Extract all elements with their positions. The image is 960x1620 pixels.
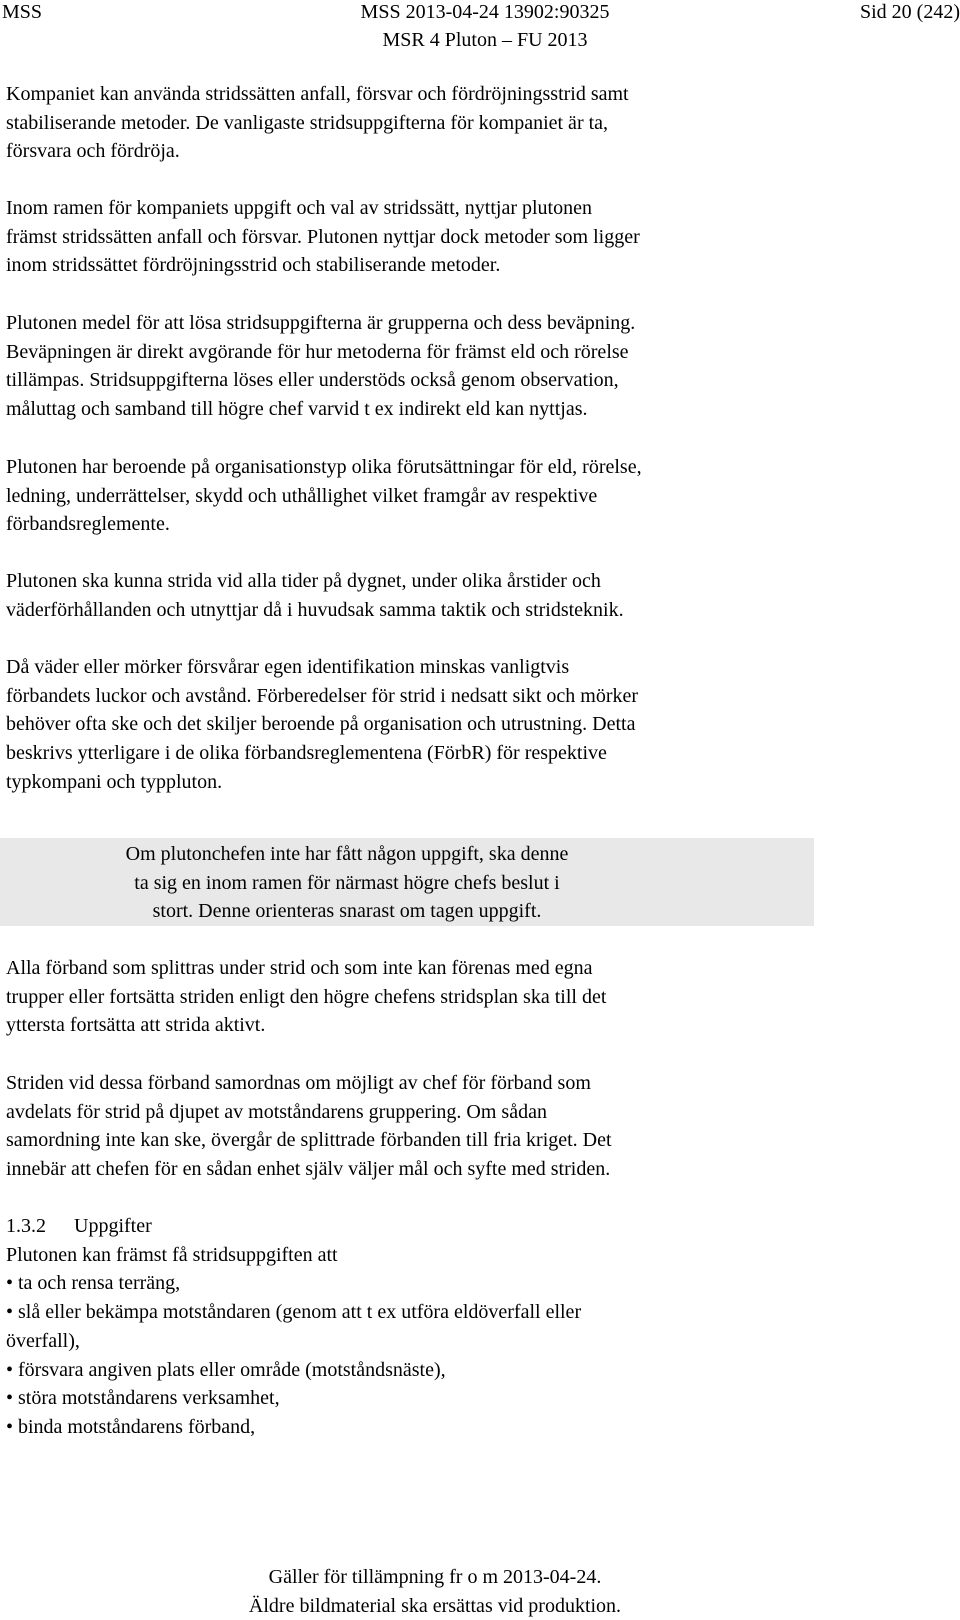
paragraph-line: typkompani och typpluton. (6, 770, 223, 793)
paragraph-line: Plutonen ska kunna strida vid alla tider på dygnet, under olika årstider och (6, 570, 601, 592)
paragraph-line: främst stridssätten anfall och försvar. Plutonen nyttjar dock metoder som ligger (6, 225, 640, 248)
section-number: 1.3.2 (6, 1215, 46, 1237)
paragraph-line: inom stridssättet fördröjningsstrid och stabiliserande metoder. (6, 254, 501, 277)
header-document-title: MSR 4 Pluton – FU 2013 (382, 29, 588, 51)
paragraph-3 (6, 309, 946, 424)
header-document-id (325, 0, 645, 55)
paragraph-line: innebär att chefen för en sådan enhet själv väljer mål och syfte med striden. (6, 1158, 611, 1181)
paragraph-1 (6, 80, 946, 166)
list-item: • slå eller bekämpa motståndaren (genom att t ex utföra eldöverfall eller (6, 1301, 582, 1324)
paragraph-line: ledning, underrättelser, skydd och uthållighet vilket framgår av respektive (6, 484, 598, 507)
highlight-text (0, 840, 694, 926)
highlight-box (0, 838, 814, 926)
footer-note: Äldre bildmaterial ska ersättas vid produktion. (248, 1594, 622, 1617)
header-document-number: MSS 2013-04-24 13902:90325 (360, 1, 610, 23)
page-number: Sid 20 (242) (860, 1, 960, 23)
list-item: överfall), (6, 1329, 80, 1352)
paragraph-line: Beväpningen är direkt avgörande för hur metoderna för främst eld och rörelse (6, 340, 629, 363)
paragraph-line: avdelats för strid på djupet av motståndarens gruppering. Om sådan (6, 1100, 547, 1123)
footer-validity: Gäller för tillämpning fr o m 2013-04-24. (268, 1566, 602, 1588)
paragraph-6 (6, 653, 946, 797)
page-footer (155, 1563, 715, 1620)
paragraph-line: samordning inte kan ske, övergår de splittrade förbanden till fria kriget. Det (6, 1129, 612, 1152)
list-item: • försvara angiven plats eller område (motståndsnäste), (6, 1358, 446, 1381)
highlight-line: ta sig en inom ramen för närmast högre chefs beslut i (134, 871, 560, 894)
list-item: • störa motståndarens verksamhet, (6, 1387, 280, 1410)
header-left-label: MSS (2, 1, 43, 23)
paragraph-line: Alla förband som splittras under strid och som inte kan förenas med egna (6, 957, 593, 979)
paragraph-line: yttersta fortsätta att strida aktivt. (6, 1014, 266, 1037)
paragraph-line: Inom ramen för kompaniets uppgift och val av stridssätt, nyttjar plutonen (6, 197, 592, 219)
paragraph-4 (6, 453, 946, 539)
paragraph-line: stabiliserande metoder. De vanligaste stridsuppgifterna för kompaniet är ta, (6, 111, 609, 134)
paragraph-line: förbandsreglemente. (6, 513, 170, 536)
paragraph-5 (6, 567, 946, 624)
paragraph-8 (6, 1069, 946, 1184)
paragraph-line: behöver ofta ske och det skiljer beroende på organisation och utrustning. Detta (6, 713, 636, 736)
list-item: • ta och rensa terräng, (6, 1272, 181, 1295)
paragraph-line: Kompaniet kan använda stridssätten anfall, försvar och fördröjningsstrid samt (6, 83, 629, 105)
section-intro: Plutonen kan främst få stridsuppgiften att (6, 1243, 338, 1266)
section-uppgifter (6, 1212, 946, 1442)
paragraph-line: trupper eller fortsätta striden enligt den högre chefens stridsplan ska till det (6, 985, 607, 1008)
section-heading (6, 1212, 946, 1241)
paragraph-line: Striden vid dessa förband samordnas om möjligt av chef för förband som (6, 1072, 591, 1094)
paragraph-line: Plutonen har beroende på organisationstyp olika förutsättningar för eld, rörelse, (6, 456, 642, 478)
paragraph-line: Plutonen medel för att lösa stridsuppgifterna är grupperna och dess beväpning. (6, 312, 636, 334)
paragraph-line: förbandets luckor och avstånd. Förberedelser för strid i nedsatt sikt och mörker (6, 684, 639, 707)
highlight-line: Om plutonchefen inte har fått någon uppgift, ska denne (125, 843, 569, 865)
paragraph-line: måluttag och samband till högre chef varvid t ex indirekt eld kan nyttjas. (6, 398, 588, 421)
paragraph-line: försvara och fördröja. (6, 140, 180, 163)
paragraph-line: beskrivs ytterligare i de olika förbandsreglementena (FörbR) för respektive (6, 742, 607, 765)
list-item: • binda motståndarens förband, (6, 1415, 256, 1438)
paragraph-7 (6, 954, 946, 1040)
section-title: Uppgifter (74, 1215, 152, 1237)
highlight-line: stort. Denne orienteras snarast om tagen uppgift. (152, 900, 542, 923)
paragraph-line: väderförhållanden och utnyttjar då i huvudsak samma taktik och stridsteknik. (6, 598, 624, 621)
paragraph-line: tillämpas. Stridsuppgifterna löses eller understöds också genom observation, (6, 369, 619, 392)
paragraph-2 (6, 194, 946, 280)
paragraph-line: Då väder eller mörker försvårar egen identifikation minskas vanligtvis (6, 656, 570, 678)
